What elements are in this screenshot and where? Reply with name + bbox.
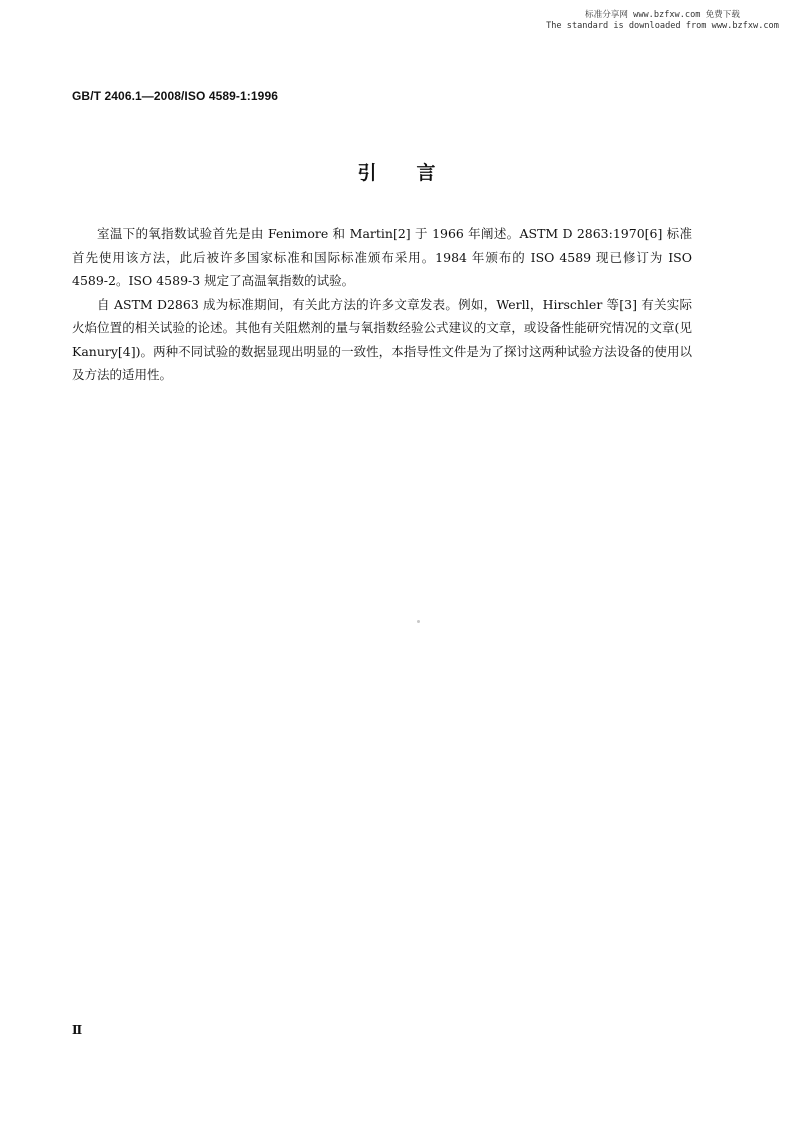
standard-code: GB/T 2406.1—2008/ISO 4589-1:1996 bbox=[72, 89, 278, 103]
paragraph-2: 自 ASTM D2863 成为标准期间，有关此方法的许多文章发表。例如，Werll，Hirschler 等[3] 有关实际火焰位置的相关试验的论述。其他有关阻燃剂的量与氧指数经验公式建议的文章，或设备性能研究情况的文章(见 Kanury[4])。两种不同试验的数据显现出明显的一致性，本指导性文件是为了探讨这两种试验方法设备的使用以及方法的适用性。 bbox=[72, 296, 692, 382]
watermark-line-2: The standard is downloaded from www.bzfxw.com bbox=[546, 21, 779, 31]
paragraph-1: 室温下的氧指数试验首先是由 Fenimore 和 Martin[2] 于 1966 年阐述。ASTM D 2863:1970[6] 标准首先使用该方法，此后被许多国家标准和国际标准颁布采用。1984 年颁布的 ISO 4589 现已修订为 ISO 4589-2。ISO 4589-3 规定了高温氧指数的试验。 bbox=[72, 226, 692, 288]
watermark bbox=[540, 10, 785, 32]
page-number: Ⅱ bbox=[72, 1023, 83, 1037]
watermark-line-1: 标准分享网 www.bzfxw.com 免费下载 bbox=[585, 10, 740, 20]
page-title: 引言 bbox=[357, 162, 476, 184]
introduction-body bbox=[72, 222, 692, 387]
scan-speck bbox=[417, 620, 420, 623]
